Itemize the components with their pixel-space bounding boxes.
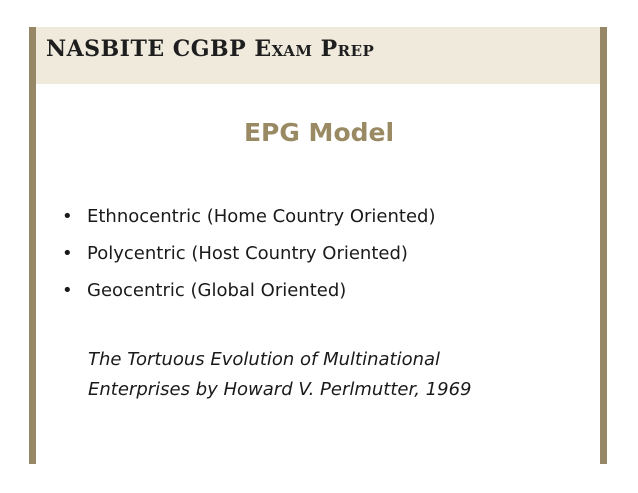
header-title: NASBITE CGBP Exam Prep: [46, 36, 375, 62]
bullet-item-geocentric: [62, 272, 435, 309]
citation-line-1: The Tortuous Evolution of Multinational: [88, 349, 441, 370]
bullet-text: Ethnocentric (Home Country Oriented): [87, 206, 436, 227]
citation: [88, 345, 472, 405]
slide-title: EPG Model: [243, 118, 395, 147]
bullet-item-ethnocentric: [62, 198, 435, 235]
bullet-dot: •: [62, 206, 73, 227]
bullet-text: Polycentric (Host Country Oriented): [87, 243, 408, 264]
bullet-dot: •: [62, 243, 73, 264]
bullet-dot: •: [62, 280, 73, 301]
citation-line-2: Enterprises by Howard V. Perlmutter, 1969: [88, 379, 472, 400]
right-border-bar: [600, 27, 607, 464]
left-border-bar: [29, 27, 36, 464]
bullet-item-polycentric: [62, 235, 435, 272]
bullet-text: Geocentric (Global Oriented): [87, 280, 347, 301]
bullet-list: [62, 198, 435, 309]
